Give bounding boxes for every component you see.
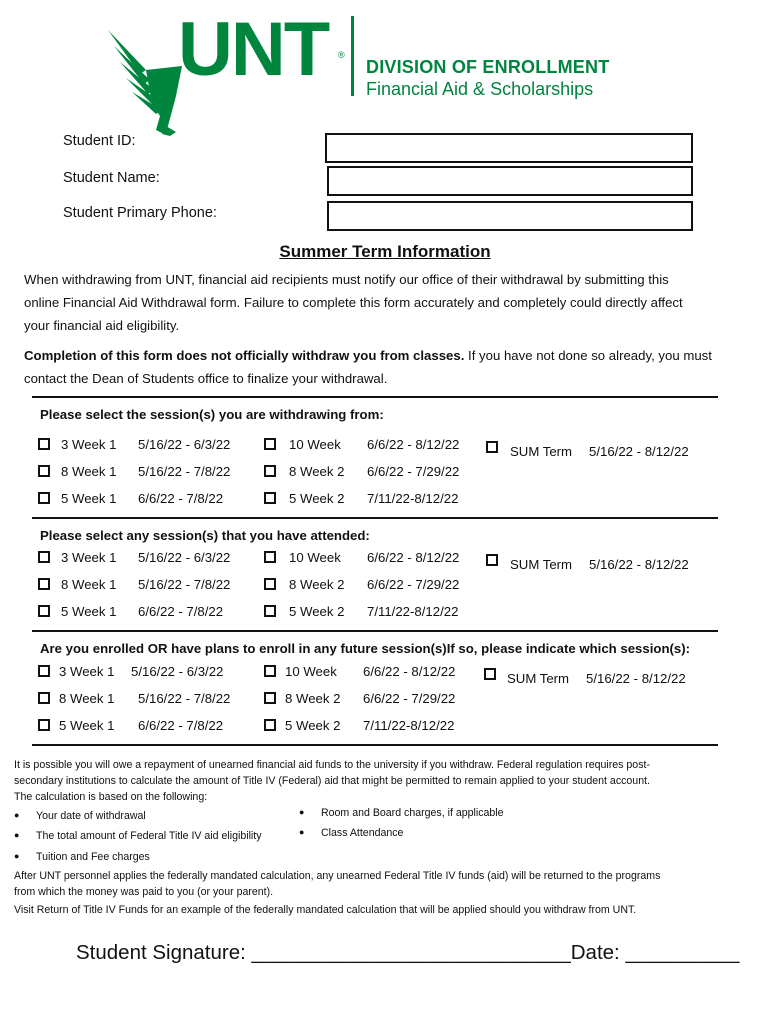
return-paragraph [14, 868, 754, 900]
session-checkbox-10-week[interactable] [264, 438, 276, 450]
session-checkbox-8-week-2[interactable] [264, 465, 276, 477]
info-line: After UNT personnel applies the federally mandated calculation, any unearned Federal Title IV funds (aid) will be returned to the programs [14, 870, 661, 882]
session-name: SUM Term [507, 671, 570, 686]
intro-line: your financial aid eligibility. [24, 318, 180, 333]
session-checkbox-8-week-1[interactable] [38, 465, 50, 477]
bullet-item: ● Tuition and Fee charges [36, 851, 150, 863]
session-checkbox-8-week-1[interactable] [38, 578, 50, 590]
info-line: It is possible you will owe a repayment of unearned financial aid funds to the university if you withdraw. Federal regulation requires post- [14, 759, 650, 771]
session-checkbox-3-week-1[interactable] [38, 551, 50, 563]
session-checkbox-5-week-1[interactable] [38, 492, 50, 504]
title-iv-link-text: Visit Return of Title IV Funds for an example of the federally mandated calculation that will be applied should you withdraw from UNT. [14, 904, 637, 916]
session-name: 10 Week [289, 550, 341, 565]
session-name: 3 Week 1 [61, 437, 117, 452]
session-name: SUM Term [510, 557, 573, 572]
session-checkbox-10-week[interactable] [264, 665, 276, 677]
session-dates: 6/6/22 - 7/8/22 [138, 491, 224, 506]
trademark-mark: ® [338, 50, 345, 60]
session-dates: 5/16/22 - 8/12/22 [589, 444, 689, 459]
session-dates: 5/16/22 - 6/3/22 [138, 550, 231, 565]
student-name-label: Student Name: [63, 170, 160, 186]
unt-eagle-logo-icon [106, 26, 182, 136]
session-dates: 6/6/22 - 7/29/22 [367, 464, 460, 479]
info-line: secondary institutions to calculate the amount of Title IV (Federal) aid that might be permitted to remain applied to your student account. [14, 775, 650, 787]
session-name: SUM Term [510, 444, 573, 459]
signature-label: Student Signature: ____________________________ [76, 941, 571, 964]
divider [32, 396, 718, 398]
bullet-item: ● Your date of withdrawal [36, 810, 146, 822]
session-dates: 5/16/22 - 8/12/22 [589, 557, 689, 572]
notice-bold: Completion of this form does not officially withdraw you from classes. [24, 348, 465, 363]
notice-rest: If you have not done so already, you must [464, 348, 712, 363]
bullet-item: ● Class Attendance [321, 827, 403, 839]
section-title [0, 242, 770, 262]
session-name: 5 Week 1 [61, 604, 117, 619]
withdraw-question: Please select the session(s) you are withdrawing from: [40, 407, 384, 422]
session-name: 8 Week 1 [59, 691, 115, 706]
section-title-text: Summer Term Information [279, 242, 491, 261]
session-name: 8 Week 1 [61, 577, 117, 592]
intro-paragraph [24, 268, 754, 337]
session-checkbox-3-week-1[interactable] [38, 665, 50, 677]
session-checkbox-sum-term[interactable] [484, 668, 496, 680]
session-name: 8 Week 2 [289, 577, 345, 592]
session-checkbox-8-week-1[interactable] [38, 692, 50, 704]
student-name-field[interactable] [327, 166, 693, 196]
intro-line: When withdrawing from UNT, financial aid recipients must notify our office of their withdrawal by submitting this [24, 272, 669, 287]
bullet-item: ● The total amount of Federal Title IV aid eligibility [36, 830, 262, 842]
session-dates: 6/6/22 - 7/29/22 [363, 691, 456, 706]
session-dates: 5/16/22 - 6/3/22 [131, 664, 224, 679]
session-dates: 5/16/22 - 7/8/22 [138, 577, 231, 592]
session-checkbox-5-week-1[interactable] [38, 719, 50, 731]
intro-line: online Financial Aid Withdrawal form. Failure to complete this form accurately and completely could directly affect [24, 295, 683, 310]
session-dates: 7/11/22-8/12/22 [363, 718, 455, 733]
division-subtitle: Financial Aid & Scholarships [366, 79, 594, 99]
bullet-item: ● Room and Board charges, if applicable [321, 807, 504, 819]
session-name: 5 Week 2 [289, 604, 345, 619]
session-name: 3 Week 1 [61, 550, 117, 565]
session-name: 3 Week 1 [59, 664, 115, 679]
session-name: 8 Week 1 [61, 464, 117, 479]
session-name: 5 Week 1 [59, 718, 115, 733]
date-label: Date: __________ [570, 941, 740, 964]
student-phone-label: Student Primary Phone: [63, 205, 217, 221]
unt-logo-wordmark: UNT [178, 7, 329, 92]
attended-question: Please select any session(s) that you have attended: [40, 528, 370, 543]
session-dates: 5/16/22 - 7/8/22 [138, 691, 231, 706]
session-dates: 7/11/22-8/12/22 [367, 604, 459, 619]
session-dates: 6/6/22 - 7/8/22 [138, 718, 224, 733]
session-name: 5 Week 2 [285, 718, 341, 733]
logo-divider [351, 16, 354, 96]
session-checkbox-8-week-2[interactable] [264, 692, 276, 704]
divider [32, 517, 718, 519]
future-question: Are you enrolled OR have plans to enroll in any future session(s)If so, please indicate which session(s): [40, 641, 691, 656]
session-checkbox-5-week-2[interactable] [264, 719, 276, 731]
division-title: DIVISION OF ENROLLMENT [366, 57, 610, 77]
signature-line[interactable] [76, 941, 739, 965]
student-phone-field[interactable] [327, 201, 693, 231]
divider [32, 630, 718, 632]
session-dates: 7/11/22-8/12/22 [367, 491, 459, 506]
session-dates: 6/6/22 - 8/12/22 [363, 664, 456, 679]
session-checkbox-3-week-1[interactable] [38, 438, 50, 450]
session-dates: 6/6/22 - 8/12/22 [367, 550, 460, 565]
info-line: from which the money was paid to you (or your parent). [14, 886, 274, 898]
session-checkbox-sum-term[interactable] [486, 441, 498, 453]
session-dates: 6/6/22 - 7/29/22 [367, 577, 460, 592]
session-name: 8 Week 2 [285, 691, 341, 706]
session-name: 5 Week 1 [61, 491, 117, 506]
notice-line2: contact the Dean of Students office to finalize your withdrawal. [24, 371, 388, 386]
session-dates: 6/6/22 - 8/12/22 [367, 437, 460, 452]
session-name: 10 Week [289, 437, 341, 452]
session-checkbox-5-week-2[interactable] [264, 492, 276, 504]
session-checkbox-10-week[interactable] [264, 551, 276, 563]
session-name: 8 Week 2 [289, 464, 345, 479]
session-name: 5 Week 2 [289, 491, 345, 506]
session-dates: 6/6/22 - 7/8/22 [138, 604, 224, 619]
divider [32, 744, 718, 746]
session-name: 10 Week [285, 664, 337, 679]
repayment-paragraph [14, 757, 754, 805]
session-dates: 5/16/22 - 6/3/22 [138, 437, 231, 452]
session-dates: 5/16/22 - 7/8/22 [138, 464, 231, 479]
student-id-field[interactable] [325, 133, 693, 163]
student-id-label: Student ID: [63, 133, 136, 149]
notice-paragraph [24, 344, 764, 390]
info-line: The calculation is based on the following: [14, 791, 208, 803]
session-checkbox-8-week-2[interactable] [264, 578, 276, 590]
session-dates: 5/16/22 - 8/12/22 [586, 671, 686, 686]
session-checkbox-5-week-1[interactable] [38, 605, 50, 617]
session-checkbox-sum-term[interactable] [486, 554, 498, 566]
session-checkbox-5-week-2[interactable] [264, 605, 276, 617]
